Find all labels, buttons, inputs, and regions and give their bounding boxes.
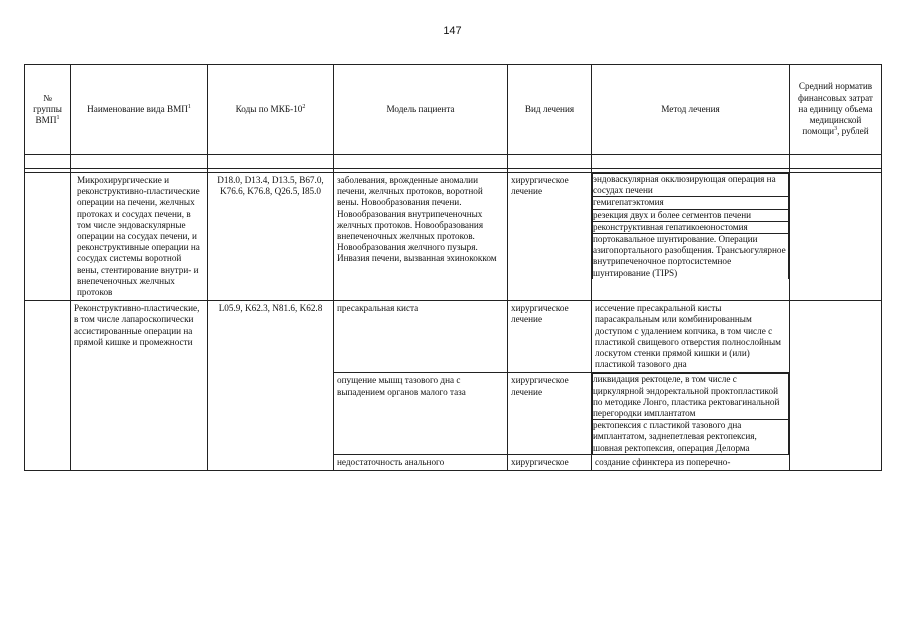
header-row [25,65,882,155]
treatment-type-cell: хирургическое лечение [508,373,592,454]
treatment-type-cell: хирургическое лечение [508,173,592,301]
treatment-method-cell [592,301,790,373]
table-row [25,301,882,373]
method-item: реконструктивная гепатикоеюностомия [593,221,789,233]
group-no-cell [25,301,71,471]
header-avg-cost: Средний норматив финансовых затрат на единицу объема медицинской помощи$^3$, рублей [790,65,882,155]
header-patient-model: Модель пациента [334,65,508,155]
icd-codes-cell: L05.9, K62.3, N81.6, K62.8 [208,301,334,471]
treatment-method-cell [592,173,790,301]
patient-model-cell: недостаточность анального [334,454,508,470]
method-item: ликвидация ректоцеле, в том числе с циркулярной эндоректальной проктопластикой по методике Лонго, пластика ректовагинальной перегородки имплантатом [593,374,789,420]
avg-cost-cell [790,301,882,471]
header-treatment-type: Вид лечения [508,65,592,155]
treatment-type-cell: хирургическое лечение [508,301,592,373]
page-number: 147 [443,25,462,37]
blank-row [25,155,882,169]
avg-cost-cell [790,173,882,301]
patient-model-cell: опущение мышц тазового дна с выпадением органов малого таза [334,373,508,454]
treatment-method-cell [592,373,790,454]
treatment-method-cell [592,454,790,470]
method-item: портокавальное шунтирование. Операции азигопортального разобщения. Трансъюгулярное внутрипеченочное портосистемное шунтирование (TIPS) [593,234,789,279]
method-item: ректопексия с пластикой тазового дна имплантатом, заднепетлевая ректопексия, шовная ректопексия, операция Делорма [593,420,789,454]
method-item: иссечение пресакральной кисты парасакральным или комбинированным доступом с удалением копчика, в том числе с пластикой свищевого отверстия полнослойным лоскутом стенки прямой кишки и (или) пластикой тазового дна [595,303,781,370]
group-no-cell [25,173,71,301]
treatment-type-cell: хирургическое [508,454,592,470]
icd-codes-cell: D18.0, D13.4, D13.5, B67.0, K76.6, K76.8, Q26.5, I85.0 [208,173,334,301]
header-treatment-method: Метод лечения [592,65,790,155]
vmp-name-cell: Реконструктивно-пластические, в том числе лапароскопически ассистированные операции на прямой кишке и промежности [71,301,208,471]
vmp-table [24,64,882,471]
method-item: создание сфинктера из поперечно- [595,456,731,467]
header-vmp-name: Наименование вида ВМП$^1$ [71,65,208,155]
vmp-name-cell: Микрохирургические и реконструктивно-пластические операции на печени, желчных протоках и сосудах печени, в том числе эндоваскулярные операции на сосудах печени, и реконструктивные операции на сосудах системы воротной вены, стентирование внутри- и внепеченочных желчных протоков [71,173,208,301]
table-row [25,173,882,301]
method-item: резекция двух и более сегментов печени [593,209,789,221]
header-icd-codes: Коды по МКБ-$10^2$ [208,65,334,155]
header-group-no: № группы ВМП$^1$ [25,65,71,155]
patient-model-cell: пресакральная киста [334,301,508,373]
method-item: эндоваскулярная окклюзирующая операция на сосудах печени [593,174,789,197]
patient-model-cell: заболевания, врожденные аномалии печени, желчных протоков, воротной вены. Новообразования печени. Новообразования внутрипеченочных желчных протоков. Новообразования внепеченочных желчных протоков. Новообразования желчного пузыря. Инвазия печени, вызванная эхинококком [334,173,508,301]
method-item: гемигепатэктомия [593,197,789,209]
